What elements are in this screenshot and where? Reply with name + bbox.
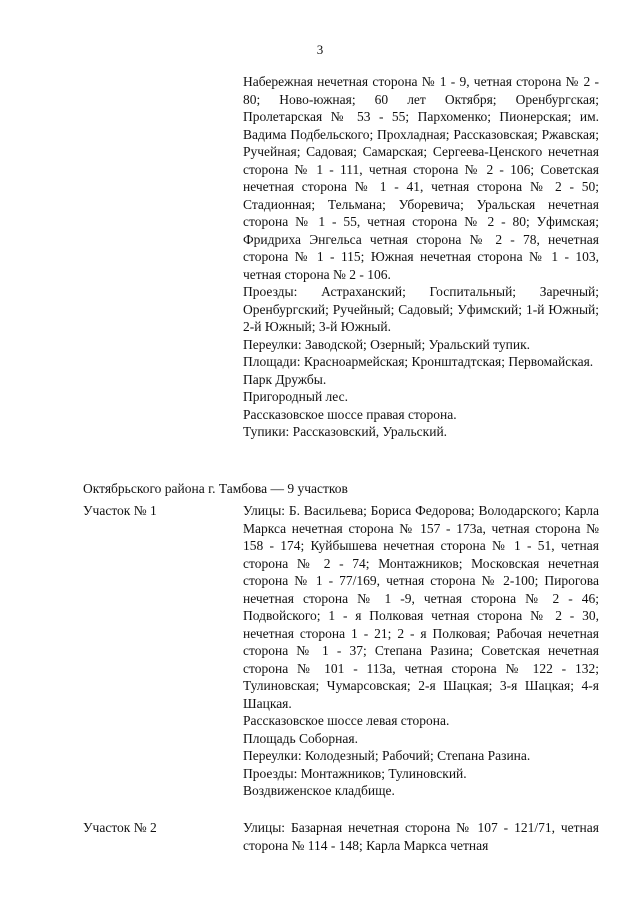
section-label-1: Участок № 1 xyxy=(83,503,157,518)
forest-paragraph: Пригородный лес. xyxy=(243,389,348,404)
section-1-block xyxy=(243,502,599,800)
section-label-2: Участок № 2 xyxy=(83,820,157,835)
section-1-square: Площадь Соборная. xyxy=(243,730,358,746)
highway-paragraph: Рассказовское шоссе правая сторона. xyxy=(243,406,457,422)
section-2-streets: Улицы: Базарная нечетная сторона № 107 - 121/71, четная сторона № 114 - 148; Карла Маркса четная xyxy=(243,820,599,853)
park-paragraph: Парк Дружбы. xyxy=(243,371,327,387)
lanes-paragraph: Переулки: Заводской; Озерный; Уральский тупик. xyxy=(243,336,531,352)
section-1-cemetery: Воздвиженское кладбище. xyxy=(243,783,395,798)
passages-paragraph: Проезды: Астраханский; Госпитальный; Заречный; Оренбургский; Ручейный; Садовый; Уфимский; 1-й Южный; 2-й Южный; 3-й Южный. xyxy=(243,284,599,334)
district-heading: Октябрьского района г. Тамбова — 9 участков xyxy=(83,481,348,496)
continuation-block xyxy=(243,73,599,441)
section-1-streets: Улицы: Б. Васильева; Бориса Федорова; Володарского; Карла Маркса нечетная сторона № 157 - 173а, четная сторона № 158 - 174; Куйбышева нечетная сторона № 1 - 51, четная сторона № 2 - 74; Монтажников; Московская нечетная сторона № 1 - 77/169, четная сторона № 2-100; Пирогова нечетная сторона № 1 -9, четная сторона № 2 - 46; Подвойского; 1 - я Полковая четная сторона № 2 - 30, нечетная сторона 1 - 21; 2 - я Полковая; Рабочая нечетная сторона № 1 - 37; Степана Разина; Советская нечетная сторона № 101 - 113а, четная сторона № 122 - 132; Тулиновская; Чумарсовская; 2-я Шацкая; 3-я Шацкая; 4-я Шацкая. xyxy=(243,503,599,711)
streets-paragraph: Набережная нечетная сторона № 1 - 9, четная сторона № 2 - 80; Ново-южная; 60 лет Октября; Оренбургская; Пролетарская № 53 - 55; Пархоменко; Пионерская; им. Вадима Подбельского; Прохладная; Рассказовская; Ржавская; Ручейная; Садовая; Самарская; Сергеева-Ценского нечетная сторона № 1 - 111, четная сторона № 2 - 106; Советская нечетная сторона № 1 - 41, четная сторона № 2 - 50; Стадионная; Тельмана; Уборевича; Уральская нечетная сторона № 1 - 55, четная сторона № 2 - 80; Уфимская; Фридриха Энгельса четная сторона № 2 - 78, нечетная сторона № 1 - 115; Южная нечетная сторона № 1 - 103, четная сторона № 2 - 106. xyxy=(243,74,599,282)
section-1-highway: Рассказовское шоссе левая сторона. xyxy=(243,713,450,728)
section-1-passages: Проезды: Монтажников; Тулиновский. xyxy=(243,765,467,781)
section-2-block xyxy=(243,819,599,854)
dead-ends-paragraph: Тупики: Рассказовский, Уральский. xyxy=(243,424,448,439)
squares-paragraph: Площади: Красноармейская; Кронштадтская; Первомайская. xyxy=(243,354,594,369)
section-1-lanes: Переулки: Колодезный; Рабочий; Степана Разина. xyxy=(243,748,531,763)
page-number: 3 xyxy=(316,42,324,57)
